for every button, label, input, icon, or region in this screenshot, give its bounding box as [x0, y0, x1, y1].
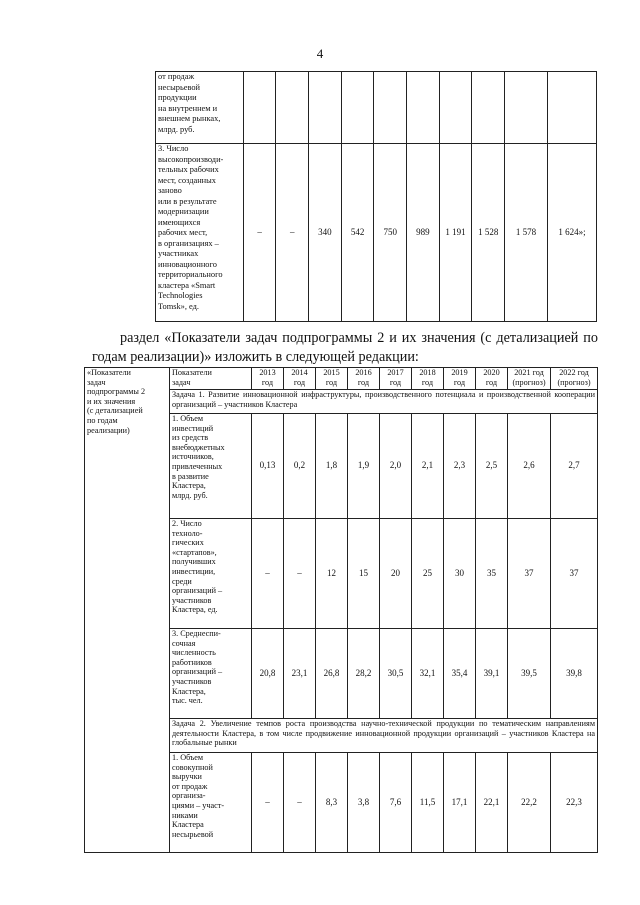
indicator-label-cell: 2. Число техноло- гических «стартапов», получивших инвестиции, среди организаций – участников Кластера, ед. [170, 519, 252, 629]
indicator-label-cell: 3. Среднеспи- сочная численность работников организаций – участников Кластера, тыс. чел. [170, 629, 252, 719]
indicator-label-cell: от продаж несырьевой продукции на внутреннем и внешнем рынках, млрд. руб. [156, 72, 244, 144]
value-cell: 26,8 [316, 629, 348, 719]
indicator-label-cell: 3. Число высокопроизводи- тельных рабочих мест, созданных заново или в результате модернизации имеющихся рабочих мест, в организациях – участниках инновационного территориального кластера «Smart Technologies Tomsk», ед. [156, 144, 244, 322]
value-cell [472, 72, 505, 144]
value-cell: 30,5 [380, 629, 412, 719]
value-cell: 7,6 [380, 753, 412, 853]
value-cell [439, 72, 472, 144]
table-row [156, 144, 597, 322]
value-cell: 37 [508, 519, 551, 629]
value-cell [374, 72, 407, 144]
value-cell: 23,1 [284, 629, 316, 719]
value-cell: 1,9 [348, 414, 380, 519]
year-header-cell: 2019 год [444, 368, 476, 390]
value-cell: – [284, 753, 316, 853]
value-cell: 20 [380, 519, 412, 629]
value-cell: 12 [316, 519, 348, 629]
value-cell: 32,1 [412, 629, 444, 719]
table-header-row [85, 368, 598, 390]
value-cell: 28,2 [348, 629, 380, 719]
value-cell: 39,5 [508, 629, 551, 719]
value-cell: 25 [412, 519, 444, 629]
value-cell: 15 [348, 519, 380, 629]
year-header-cell: 2013 год [252, 368, 284, 390]
value-cell: 22,1 [476, 753, 508, 853]
value-cell: 2,6 [508, 414, 551, 519]
value-cell: 1 528 [472, 144, 505, 322]
value-cell: 22,3 [551, 753, 598, 853]
year-header-cell: 2018 год [412, 368, 444, 390]
indicator-label-cell: 1. Объем совокупной выручки от продаж организа- циями – участ- никами Кластера несырьевой [170, 753, 252, 853]
value-cell: – [276, 144, 309, 322]
value-cell: 20,8 [252, 629, 284, 719]
value-cell: 11,5 [412, 753, 444, 853]
value-cell: 2,0 [380, 414, 412, 519]
value-cell [276, 72, 309, 144]
value-cell: 37 [551, 519, 598, 629]
year-header-cell: 2022 год (прогноз) [551, 368, 598, 390]
value-cell: 340 [309, 144, 342, 322]
value-cell: 17,1 [444, 753, 476, 853]
year-header-cell: 2017 год [380, 368, 412, 390]
value-cell: 1 191 [439, 144, 472, 322]
year-header-cell: 2020 год [476, 368, 508, 390]
value-cell [547, 72, 596, 144]
value-cell: 0,13 [252, 414, 284, 519]
value-cell: 35,4 [444, 629, 476, 719]
value-cell: 2,5 [476, 414, 508, 519]
value-cell: 39,1 [476, 629, 508, 719]
table-row [156, 72, 597, 144]
body-paragraph: раздел «Показатели задач подпрограммы 2 и их значения (с детализацией по годам реализации)» изложить в следующей редакции: [92, 330, 598, 365]
value-cell: 0,2 [284, 414, 316, 519]
subprogram-2-indicators-table [84, 367, 598, 853]
value-cell: – [243, 144, 276, 322]
task-1-cell: Задача 1. Развитие инновационной инфраструктуры, производственного потенциала и производственной кооперации организаций – участников Кластера [170, 390, 598, 414]
value-cell: 39,8 [551, 629, 598, 719]
value-cell [309, 72, 342, 144]
value-cell: 3,8 [348, 753, 380, 853]
value-cell: 1,8 [316, 414, 348, 519]
value-cell: 750 [374, 144, 407, 322]
year-header-cell: 2014 год [284, 368, 316, 390]
task-2-cell: Задача 2. Увеличение темпов роста производства научно-технической продукции по тематическим направлениям деятельности Кластера, в том числе продвижение инновационной продукции организаций – участников Кластера на глобальные рынки [170, 719, 598, 753]
value-cell: 1 578 [505, 144, 548, 322]
value-cell: – [284, 519, 316, 629]
value-cell [341, 72, 374, 144]
value-cell: – [252, 753, 284, 853]
value-cell: 30 [444, 519, 476, 629]
indicator-label-cell: 1. Объем инвестиций из средств внебюджетных источников, привлеченных в развитие Кластера, млрд. руб. [170, 414, 252, 519]
value-cell [505, 72, 548, 144]
value-cell: 989 [407, 144, 440, 322]
value-cell: 22,2 [508, 753, 551, 853]
year-header-cell: 2015 год [316, 368, 348, 390]
value-cell: – [252, 519, 284, 629]
value-cell: 542 [341, 144, 374, 322]
value-cell: 2,3 [444, 414, 476, 519]
header-indicators-cell: Показатели задач [170, 368, 252, 390]
value-cell: 35 [476, 519, 508, 629]
section-label-cell: «Показатели задач подпрограммы 2 и их значения (с детализацией по годам реализации) [85, 368, 170, 853]
value-cell [243, 72, 276, 144]
value-cell [407, 72, 440, 144]
value-cell: 8,3 [316, 753, 348, 853]
value-cell: 2,7 [551, 414, 598, 519]
indicators-table-continued [155, 71, 597, 322]
value-cell: 1 624»; [547, 144, 596, 322]
year-header-cell: 2021 год (прогноз) [508, 368, 551, 390]
page-number: 4 [316, 46, 324, 61]
year-header-cell: 2016 год [348, 368, 380, 390]
value-cell: 2,1 [412, 414, 444, 519]
